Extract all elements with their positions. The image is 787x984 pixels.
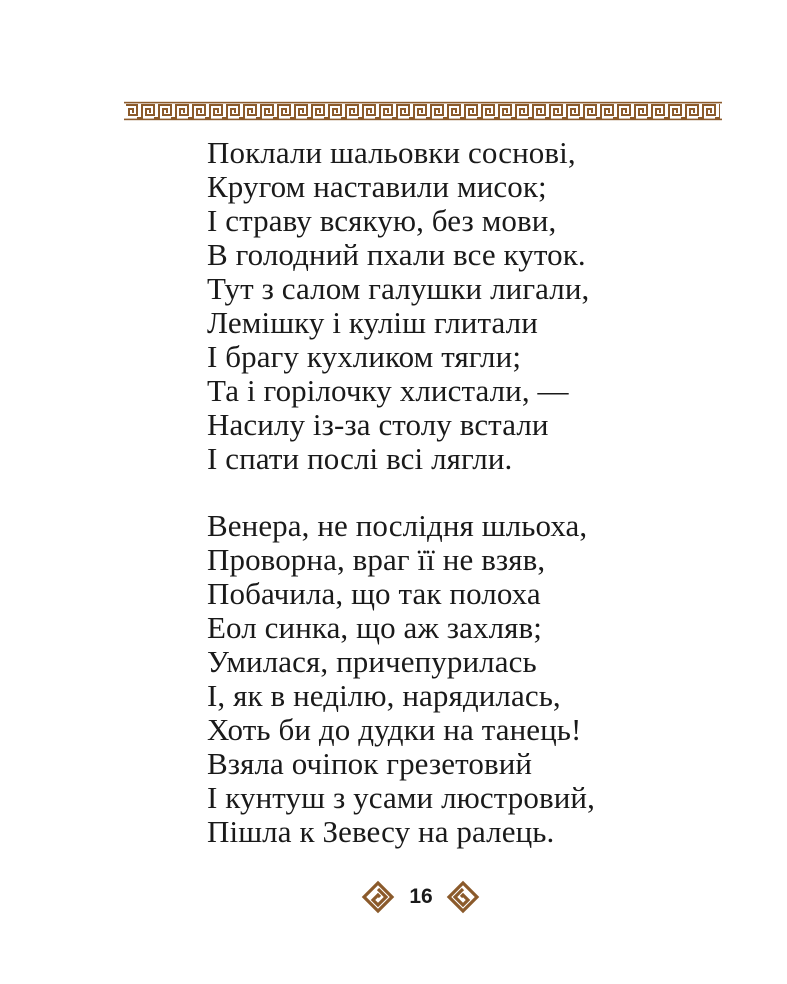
meander-knot-icon — [361, 880, 395, 914]
poem-line: Тут з салом галушки лигали, — [207, 271, 590, 306]
poem-line: І страву всякую, без мови, — [207, 203, 557, 238]
poem-line: Хоть би до дудки на танець! — [207, 712, 582, 747]
stanza-1 — [207, 136, 707, 476]
poem-line: І кунтуш з усами люстровий, — [207, 780, 595, 815]
poem-line: Та і горілочку хлистали, — — [207, 373, 569, 408]
page-number: 16 — [409, 885, 433, 908]
poem-line: Пішла к Зевесу на ралець. — [207, 814, 555, 849]
stanza-2 — [207, 509, 707, 849]
poem-line: І, як в неділю, нарядилась, — [207, 678, 561, 713]
poem-line: Еол синка, що аж захляв; — [207, 610, 542, 645]
poem-line: Поклали шальовки соснові, — [207, 135, 576, 170]
poem-line: І спати послі всі лягли. — [207, 441, 513, 476]
poem-line: В голодний пхали все куток. — [207, 237, 586, 272]
stanza-divider — [207, 476, 707, 509]
poem-line: Лемішку і куліш глитали — [207, 305, 538, 340]
poem-line: Взяла очіпок грезетовий — [207, 746, 533, 781]
poem-line: Кругом наставили мисок; — [207, 169, 547, 204]
poem-line: Проворна, враг її не взяв, — [207, 542, 546, 577]
meander-border-icon — [124, 101, 722, 121]
poem-line: Венера, не послідня шльоха, — [207, 508, 588, 543]
poem-line: Насилу із-за столу встали — [207, 407, 549, 442]
meander-knot-icon — [446, 880, 480, 914]
poem-line: Побачила, що так полоха — [207, 576, 541, 611]
poem — [207, 136, 707, 849]
page-footer — [0, 878, 787, 918]
poem-line: Умилася, причепурилась — [207, 644, 537, 679]
poem-line: І брагу кухликом тягли; — [207, 339, 522, 374]
